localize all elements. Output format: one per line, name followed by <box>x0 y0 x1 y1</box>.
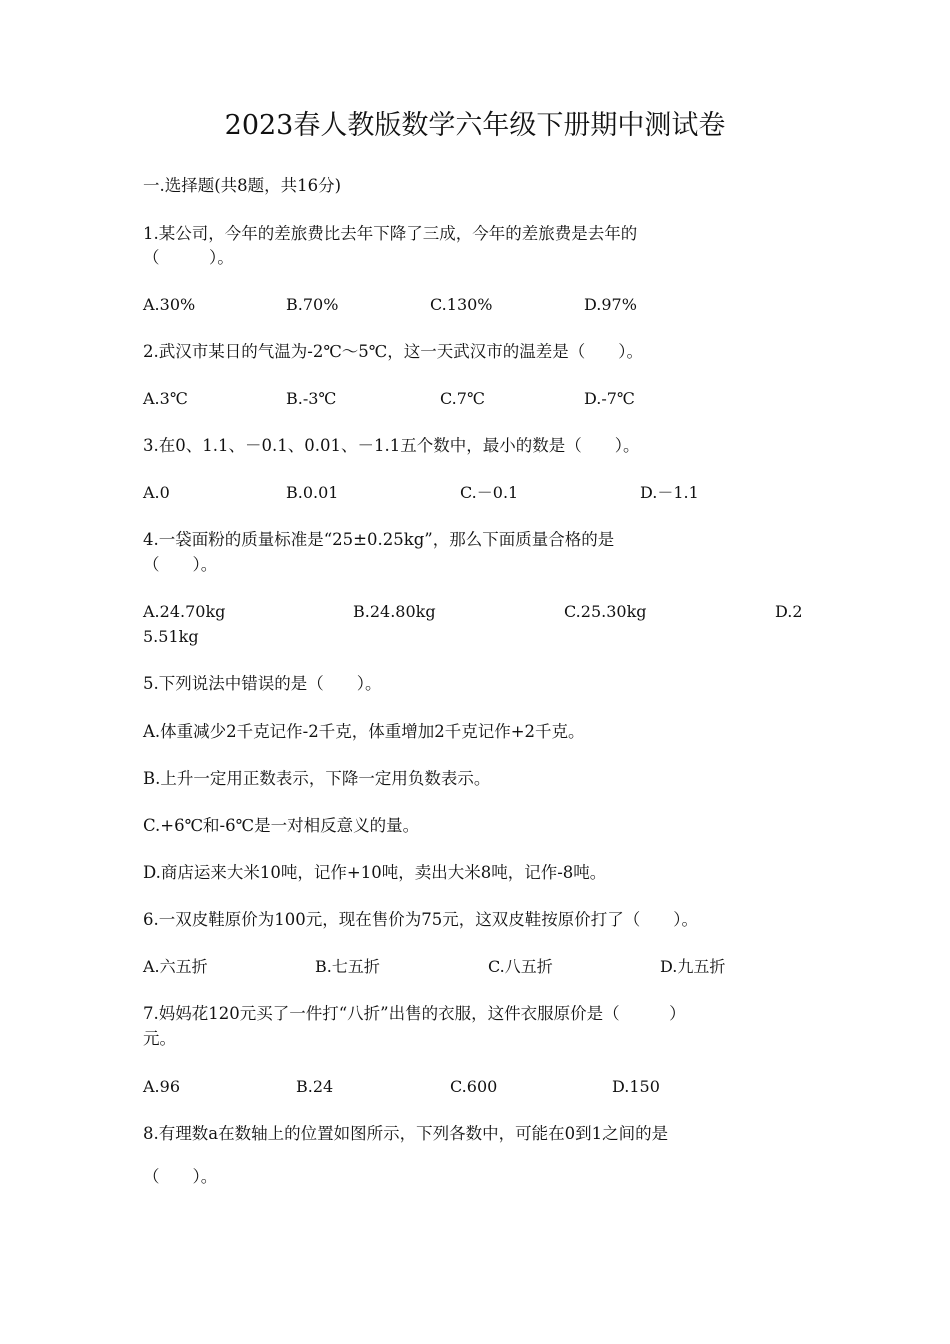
question-7-option-a: A.96 <box>143 1077 180 1096</box>
question-2-stem-line-1: 2.武汉市某日的气温为-2℃～5℃，这一天武汉市的温差是（ ）。 <box>143 342 643 361</box>
question-3-option-b: B.0.01 <box>286 483 339 502</box>
question-4-option-d-wrap: 5.51kg <box>143 627 199 646</box>
question-4-option-c: C.25.30kg <box>564 602 647 621</box>
question-4-stem-line-1: 4.一袋面粉的质量标准是“25±0.25kg”，那么下面质量合格的是 <box>143 530 615 549</box>
question-6-stem-line-1: 6.一双皮鞋原价为100元，现在售价为75元，这双皮鞋按原价打了（ ）。 <box>143 910 698 929</box>
question-7-stem-line-2: 元。 <box>143 1029 176 1048</box>
question-5-option-b: B.上升一定用正数表示，下降一定用负数表示。 <box>143 769 491 788</box>
question-8-stem-line-1: 8.有理数a在数轴上的位置如图所示，下列各数中，可能在0到1之间的是 <box>143 1124 669 1143</box>
section-heading: 一.选择题(共8题，共16分) <box>143 176 342 195</box>
question-6-option-b: B.七五折 <box>315 957 380 976</box>
question-4-option-d: D.2 <box>775 602 803 621</box>
question-3-option-d: D.－1.1 <box>640 483 699 502</box>
question-1-option-c: C.130% <box>430 295 493 314</box>
question-2-option-b: B.-3℃ <box>286 389 337 408</box>
question-2-option-d: D.-7℃ <box>584 389 635 408</box>
question-1-stem-line-2: （ ）。 <box>143 248 234 267</box>
question-5-option-a: A.体重减少2千克记作-2千克，体重增加2千克记作+2千克。 <box>143 722 585 741</box>
question-6-option-a: A.六五折 <box>143 957 208 976</box>
question-2-option-c: C.7℃ <box>440 389 485 408</box>
question-7-option-c: C.600 <box>450 1077 498 1096</box>
question-3-stem-line-1: 3.在0、1.1、－0.1、0.01、－1.1五个数中，最小的数是（ ）。 <box>143 436 640 455</box>
question-1-option-a: A.30% <box>143 295 196 314</box>
question-6-option-d: D.九五折 <box>660 957 726 976</box>
question-1-option-d: D.97% <box>584 295 637 314</box>
question-7-stem-line-1: 7.妈妈花120元买了一件打“八折”出售的衣服，这件衣服原价是（ ） <box>143 1004 686 1023</box>
question-4-option-b: B.24.80kg <box>353 602 436 621</box>
question-5-stem-line-1: 5.下列说法中错误的是（ ）。 <box>143 674 382 693</box>
question-8-stem-line-2: （ ）。 <box>143 1167 218 1186</box>
question-5-option-c: C.+6℃和-6℃是一对相反意义的量。 <box>143 816 420 835</box>
question-3-option-c: C.－0.1 <box>460 483 519 502</box>
question-4-option-a: A.24.70kg <box>143 602 226 621</box>
page-title: 2023春人教版数学六年级下册期中测试卷 <box>224 110 726 141</box>
question-2-option-a: A.3℃ <box>143 389 188 408</box>
question-7-option-b: B.24 <box>296 1077 334 1096</box>
question-1-stem-line-1: 1.某公司，今年的差旅费比去年下降了三成，今年的差旅费是去年的 <box>143 224 638 243</box>
question-4-stem-line-2: （ ）。 <box>143 555 218 574</box>
question-5-option-d: D.商店运来大米10吨，记作+10吨，卖出大米8吨，记作-8吨。 <box>143 863 607 882</box>
question-6-option-c: C.八五折 <box>488 957 553 976</box>
question-1-option-b: B.70% <box>286 295 339 314</box>
question-3-option-a: A.0 <box>143 483 170 502</box>
question-7-option-d: D.150 <box>612 1077 660 1096</box>
